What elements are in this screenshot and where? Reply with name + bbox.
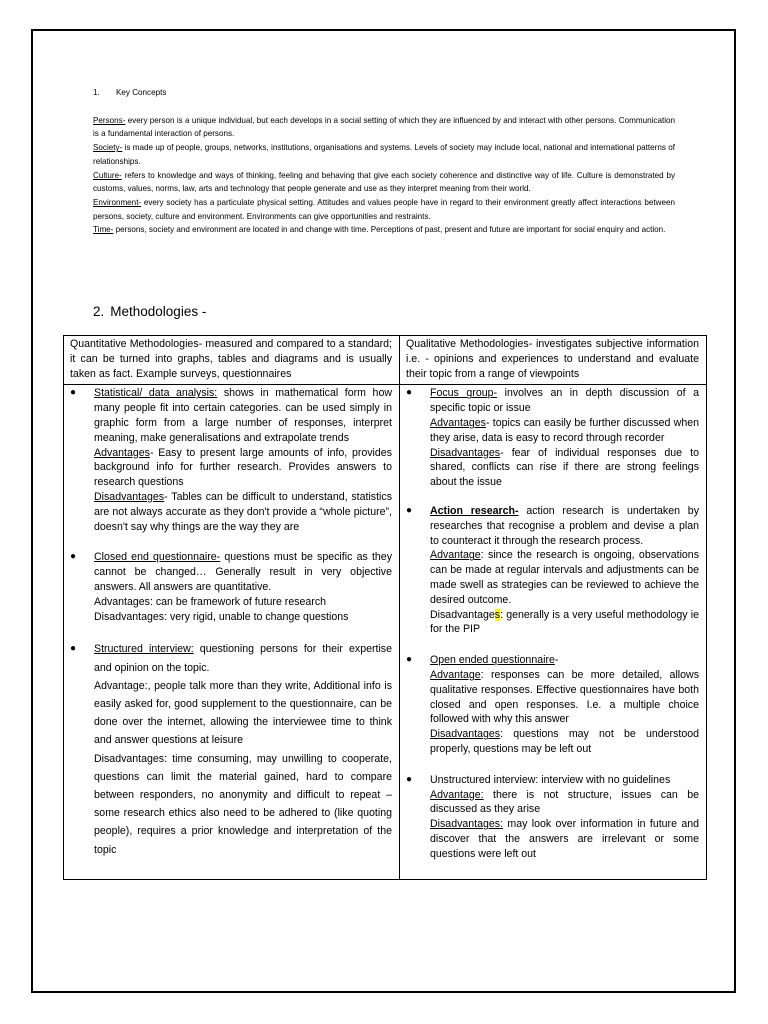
bullet-icon: ● [406, 654, 413, 666]
item-title: Action research- [430, 504, 519, 517]
concept-term: Society- [93, 143, 123, 153]
key-concepts-section [93, 86, 675, 237]
methodologies-heading: 2. Methodologies - [93, 304, 207, 319]
methodologies-table [63, 335, 707, 880]
concept-persons: Persons- every person is a unique individual, but each develops in a social setting of which they are influenced by and interact with other persons. Communication is a fundamental interaction of persons. [93, 115, 675, 139]
concept-environment: Environment- every society has a particulate physical setting. Attitudes and values people have in regard to their environment greatly affect interactions between persons, society, culture and environment. Environments can give opportunities and restraints. [93, 197, 675, 221]
quantitative-header-cell: Quantitative Methodologies- measured and compared to a standard; it can be turned into graphs, tables and diagrams and is usually taken as fact. Example surveys, questionnaires [64, 336, 400, 385]
bullet-icon: ● [70, 387, 77, 399]
concept-term: Persons- [93, 115, 126, 125]
concept-society: Society- is made up of people, groups, networks, institutions, organisations and systems. Levels of society may include local, national and international patterns of relationships. [93, 143, 675, 166]
bullet-icon: ● [406, 387, 413, 399]
item-title: Structured interview: [94, 643, 194, 656]
concept-term: Time- [93, 225, 114, 235]
item-title: Statistical/ data analysis: [94, 387, 218, 400]
concept-culture: Culture- refers to knowledge and ways of thinking, feeling and behaving that give each society coherence and distinctive way of life. Culture is demonstrated by customs, values, norms, law, arts and technology that people generate and use as they interpret meaning from their world. [93, 170, 675, 194]
item-title: Closed end questionnaire- [94, 551, 221, 564]
qualitative-header-cell: Qualitative Methodologies- investigates subjective information i.e. - opinions and experiences to understand and evaluate their topic from a range of viewpoints [400, 336, 707, 385]
item-title: Unstructured interview [430, 773, 536, 786]
quantitative-cell [64, 385, 400, 879]
key-concepts-heading: 1. Key Concepts [93, 88, 167, 97]
item-title: Focus group- [430, 387, 498, 400]
list-item-structured-interview: ● Structured interview: questioning persons for their expertise and opinion on the topic. Advantage:, people talk more than they write, Additional info is easily asked for, good supplement to the questionnaire, can be done over the internet, allowing the interviewee time to think and answer questions at leisure Disadvantages: time consuming, may unwilling to cooperate, questions can limit the material gained, hard to compare between responders, no anonymity and difficult to repeat – some research ethics also need to be adhered to (like quoting people), requires a prior knowledge and interpretation of the topic [70, 640, 392, 858]
bullet-icon: ● [70, 551, 77, 563]
list-item-focus-group: ● Focus group- involves an in depth discussion of a specific topic or issue Advantages- topics can easily be further discussed when they arise, data is easy to record through recorder Disadvantages- fear of individual responses due to shared, conflicts can rise if there are strong feelings about the issue [406, 387, 699, 489]
table-header-row [64, 336, 707, 385]
concept-time: Time- persons, society and environment are located in and change with time. Perceptions of past, present and future are important for social enquiry and action. [93, 225, 666, 235]
list-item-closed-questionnaire: ● Closed end questionnaire- questions must be specific as they cannot be changed… Generally result in very objective answers. All answers are quantitative. Advantages: can be framework of future research Disadvantages: very rigid, unable to change questions [70, 551, 392, 623]
list-item-statistical-analysis: ● Statistical/ data analysis: shows in mathematical form how many people fit into certain categories. can be used simply in graphic form from a large number of responses, interpret meaning, make generalisations and extrapolate trends Advantages- Easy to present large amounts of info, provides background info for further research. Provides answers to research questions Disadvantages- Tables can be difficult to understand, statistics are not always accurate as they don't provide a “whole picture”, doesn't say why things are the way they are [70, 387, 392, 533]
list-item-action-research: ● Action research- action research is undertaken by researches that recognise a problem and devise a plan to counteract it through the research process. Advantage: since the research is ongoing, observations can be made at regular intervals and adjustments can be made swell as strategies can be reviewed to achieve the desired outcome. Disadvantages: generally is a very useful methodology ie for the PIP [406, 504, 699, 636]
qualitative-cell [400, 385, 707, 879]
list-item-open-questionnaire: ● Open ended questionnaire- Advantage: responses can be more detailed, allows qualitative responses. Effective questionnaires have both closed and open responses. I.e. a multiple choice followed with why this answer Disadvantages: questions may not be understood properly, questions may be left out [406, 654, 699, 755]
bullet-icon: ● [70, 643, 77, 655]
list-item-unstructured-interview: ● Unstructured interview: interview with no guidelines Advantage: there is not structure, issues can be discussed as they arise Disadvantages: may look over information in future and discover that the answers are irrelevant or some questions were left out [406, 773, 699, 860]
bullet-icon: ● [406, 504, 413, 516]
concept-term: Culture- [93, 170, 122, 180]
table-body-row [64, 385, 707, 879]
concept-term: Environment- [93, 197, 142, 207]
highlighted-text: s [494, 608, 501, 621]
item-title: Open ended questionnaire [430, 654, 555, 667]
bullet-icon: ● [406, 773, 413, 785]
